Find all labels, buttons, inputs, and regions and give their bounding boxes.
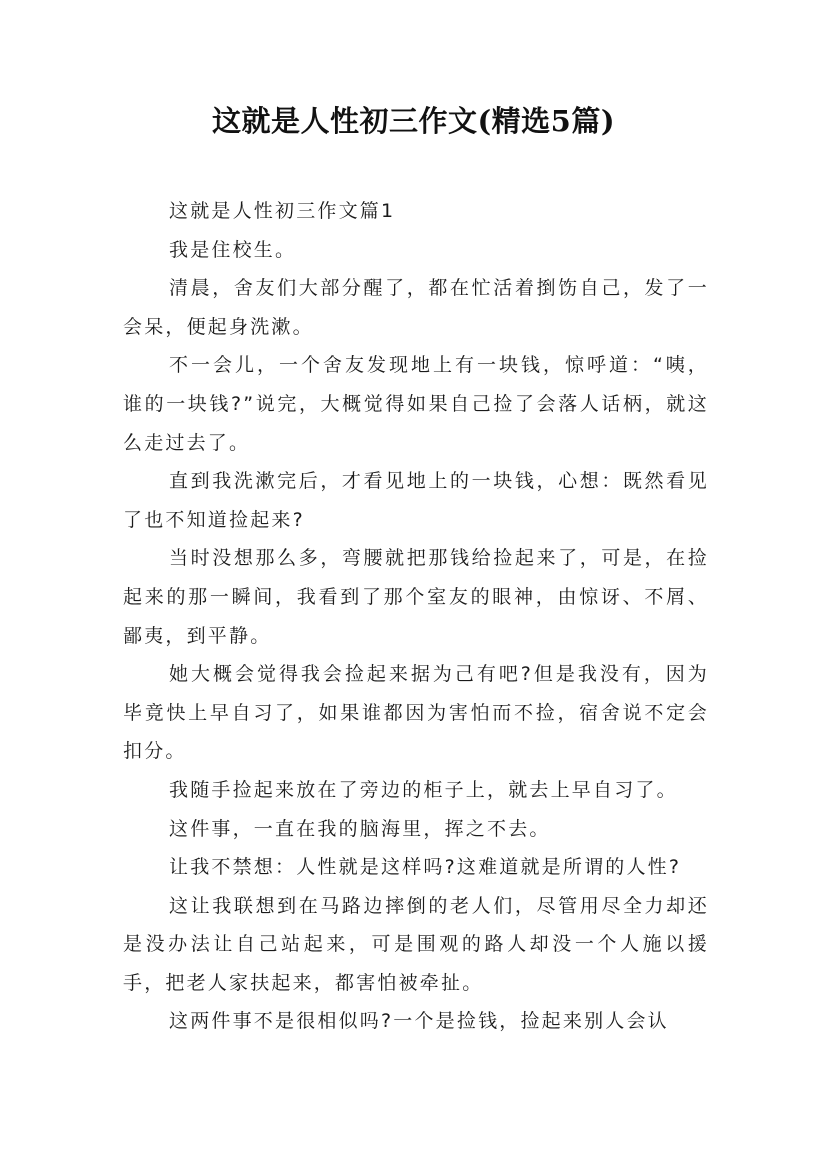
paragraph: 我是住校生。 (169, 238, 297, 261)
paragraph: 这两件事不是很相似吗?一个是捡钱，捡起来别人会认 (169, 1010, 669, 1033)
paragraph: 我随手捡起来放在了旁边的柜子上，就去上早自习了。 (169, 778, 678, 801)
paragraph: 清晨，舍友们大部分醒了，都在忙活着捯饬自己，发了一会呆，便起身洗漱。 (123, 277, 709, 338)
paragraph: 当时没想那么多，弯腰就把那钱给捡起来了，可是，在捡起来的那一瞬间，我看到了那个室友的眼神，由惊讶、不屑、鄙夷，到平静。 (123, 547, 709, 647)
paragraph: 直到我洗漱完后，才看见地上的一块钱，心想：既然看见了也不知道捡起来? (123, 470, 709, 531)
document-body (123, 192, 709, 1041)
paragraph: 不一会儿，一个舍友发现地上有一块钱，惊呼道：“咦，谁的一块钱?”说完，大概觉得如果自己捡了会落人话柄，就这么走过去了。 (123, 354, 709, 454)
document-title: 这就是人性初三作文(精选5篇) (211, 104, 616, 138)
paragraph: 这让我联想到在马路边摔倒的老人们，尽管用尽全力却还是没办法让自己站起来，可是围观的路人却没一个人施以援手，把老人家扶起来，都害怕被牵扯。 (123, 894, 709, 994)
paragraph: 这件事，一直在我的脑海里，挥之不去。 (169, 817, 551, 840)
paragraph: 她大概会觉得我会捡起来据为己有吧?但是我没有，因为毕竟快上早自习了，如果谁都因为害怕而不捡，宿舍说不定会扣分。 (123, 663, 709, 763)
paragraph: 让我不禁想：人性就是这样吗?这难道就是所谓的人性? (169, 856, 682, 879)
paragraph-section-heading: 这就是人性初三作文篇1 (169, 200, 396, 222)
